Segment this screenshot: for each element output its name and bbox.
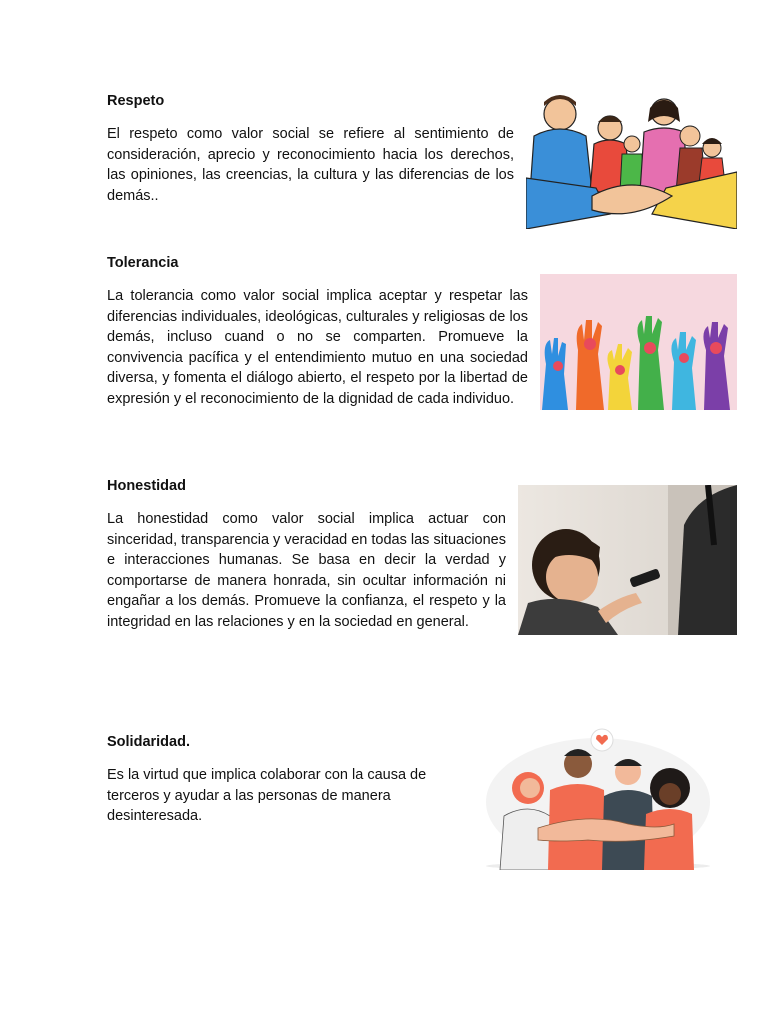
section-title: Respeto <box>107 93 165 109</box>
section-tolerancia <box>107 254 528 410</box>
child-with-phone-photo <box>518 485 737 635</box>
section-honestidad <box>107 477 506 633</box>
team-hands-together-illustration <box>478 712 716 870</box>
section-respeto <box>107 92 514 206</box>
section-text: El respeto como valor social se refiere al sentimiento de consideración, aprecio y reconocimiento hacia los derechos, las opiniones, las creencias, la cultura y las diferencias de los demás.. <box>107 126 514 204</box>
section-title: Honestidad <box>107 478 186 494</box>
section-text: La tolerancia como valor social implica aceptar y respetar las diferencias individuales, ideológicas, culturales y religiosas de los demás, incluso cuand o no se comparten. Promueve la convivencia pacífica y el entendimiento mutuo en una sociedad diversa, y fomenta el diálogo abierto, el respeto por la libertad de expresión y el reconocimiento de la dignidad de cada individuo. <box>107 288 528 407</box>
section-solidaridad <box>107 733 447 827</box>
section-title: Solidaridad. <box>107 734 190 750</box>
section-title: Tolerancia <box>107 255 179 271</box>
section-text: La honestidad como valor social implica actuar con sinceridad, transparencia y veracidad en todas las situaciones e interacciones humanas. Se basa en decir la verdad y comportarse de manera honrada, sin ocultar información ni engañar a los demás. Promueve la confianza, el respeto y la integridad en las relaciones y en la sociedad en general. <box>107 511 506 630</box>
raised-colorful-hands-photo <box>540 274 737 410</box>
section-text: Es la virtud que implica colaborar con la causa de terceros y ayudar a las personas de manera desinteresada. <box>107 767 427 825</box>
family-handshake-illustration <box>526 92 737 229</box>
